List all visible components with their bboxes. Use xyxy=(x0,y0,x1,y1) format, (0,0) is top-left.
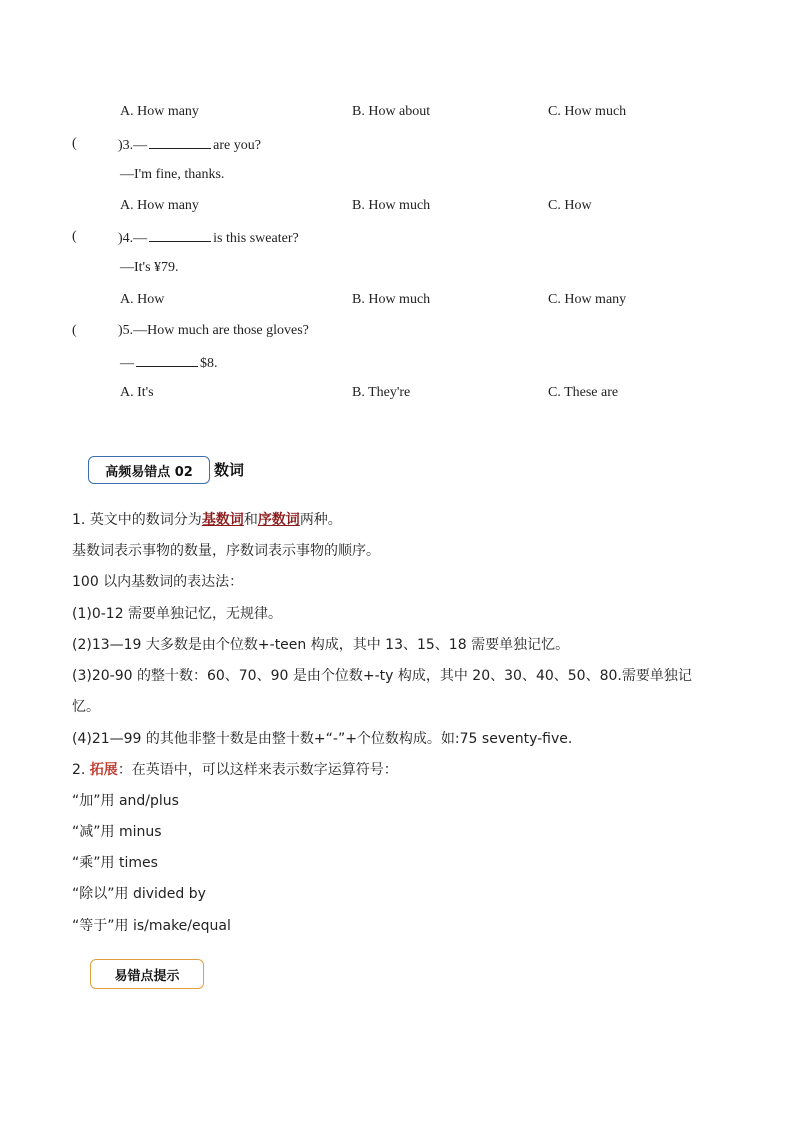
paragraph-1 xyxy=(72,509,342,529)
op-plus: “加”用 and/plus xyxy=(72,793,179,809)
q4-paren: ( xyxy=(72,229,77,244)
tip-label-box: 易错点提示 xyxy=(90,959,204,989)
q4-number: )4.— xyxy=(118,231,148,246)
q5-blank xyxy=(136,354,198,367)
q4-option-c: C. How many xyxy=(548,292,627,307)
q3-number: )3.— xyxy=(118,138,148,153)
section-title: 数词 xyxy=(214,461,245,479)
rule-2: (2)13—19 大多数是由个位数+-teen 构成，其中 13、15、18 需要单独记忆。 xyxy=(72,637,570,653)
q4-question xyxy=(118,229,299,247)
q5-paren: ( xyxy=(72,323,77,338)
q3-answer: —I'm fine, thanks. xyxy=(120,167,225,182)
rule-3-line-2: 忆。 xyxy=(72,699,100,715)
q3-option-b: B. How much xyxy=(352,198,431,213)
q2-option-b: B. How about xyxy=(352,104,431,119)
q3-blank xyxy=(149,136,211,149)
paragraph-2: 基数词表示事物的数量，序数词表示事物的顺序。 xyxy=(72,543,380,559)
paragraph-extension xyxy=(72,759,398,779)
p1-text-pre: 英文中的数词分为 xyxy=(89,512,202,528)
p1-text-mid: 和 xyxy=(243,512,258,528)
paragraph-3: 100 以内基数词的表达法： xyxy=(72,574,244,590)
p1-text-post: 两种。 xyxy=(299,512,342,528)
p1-number: 1. xyxy=(72,512,86,528)
highlight-cardinal: 基数词 xyxy=(201,512,244,528)
q2-option-c: C. How much xyxy=(548,104,627,119)
highlight-ordinal: 序数词 xyxy=(257,512,300,528)
q4-blank xyxy=(149,229,211,242)
section-label-box: 高频易错点 02 xyxy=(88,456,210,484)
q4-option-b: B. How much xyxy=(352,292,431,307)
q3-option-c: C. How xyxy=(548,198,592,213)
op-minus: “减”用 minus xyxy=(72,824,162,840)
q5-question: )5.—How much are those gloves? xyxy=(118,323,309,338)
q4-option-a: A. How xyxy=(120,292,165,307)
q5-answer-prefix: — xyxy=(120,356,134,371)
rule-3-line-1: (3)20-90 的整十数：60、70、90 是由个位数+-ty 构成，其中 20、30、40、50、80.需要单独记 xyxy=(72,668,692,684)
rule-4: (4)21—99 的其他非整十数是由整十数+“-”+个位数构成。如:75 seventy-five. xyxy=(72,731,573,747)
q4-tail: is this sweater? xyxy=(213,231,299,246)
extension-label: 拓展 xyxy=(89,762,118,778)
q5-option-a: A. It's xyxy=(120,385,154,400)
rule-1: (1)0-12 需要单独记忆，无规律。 xyxy=(72,606,283,622)
op-divide: “除以”用 divided by xyxy=(72,886,206,902)
p8-number: 2. xyxy=(72,762,86,778)
q5-answer-tail: $8. xyxy=(200,356,218,371)
q5-answer xyxy=(120,354,218,372)
p8-text: ：在英语中，可以这样来表示数字运算符号： xyxy=(117,762,398,778)
op-times: “乘”用 times xyxy=(72,855,158,871)
q2-option-a: A. How many xyxy=(120,104,199,119)
q3-paren: ( xyxy=(72,136,77,151)
op-equal: “等于”用 is/make/equal xyxy=(72,918,231,934)
q5-option-c: C. These are xyxy=(548,385,619,400)
q3-tail: are you? xyxy=(213,138,261,153)
q5-option-b: B. They're xyxy=(352,385,411,400)
q4-answer: —It's ¥79. xyxy=(120,260,179,275)
q3-option-a: A. How many xyxy=(120,198,199,213)
q3-question xyxy=(118,136,261,154)
